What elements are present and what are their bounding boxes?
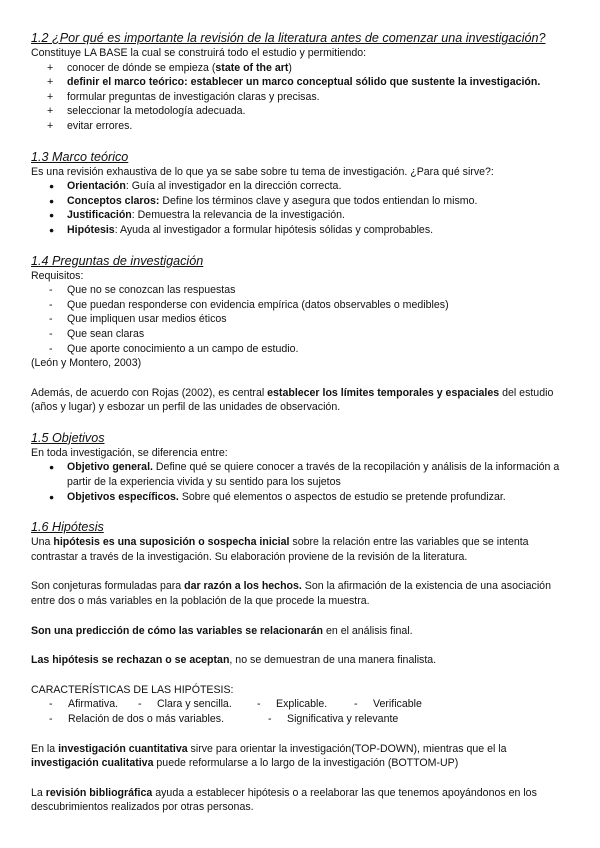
list-item: - Que impliquen usar medios éticos [31, 312, 566, 327]
characteristic: Clara y sencilla. [157, 698, 232, 711]
hypothesis-research-types: En la investigación cuantitativa sirve para orientar la investigación(TOP-DOWN), mientras que el la investigación cualitativa puede reformularse a lo largo de la investigación (BOTTOM-UP) [31, 742, 507, 770]
list-item: ● Objetivos específicos. Sobre qué elementos o aspectos de estudio se pretende profundizar. [31, 490, 566, 505]
characteristics-title: CARACTERÍSTICAS DE LAS HIPÓTESIS: [31, 683, 234, 696]
section-1-5-title: 1.5 Objetivos [31, 430, 105, 445]
hypothesis-definition: Una hipótesis es una suposición o sospecha inicial sobre la relación entre las variables que se intenta contrastar a través de la investigación. Su elaboración proviene de la revisión de la literatura. [31, 536, 529, 563]
citation: (León y Montero, 2003) [31, 357, 142, 370]
section-1-5-intro: En toda investigación, se diferencia entre: [31, 446, 228, 459]
hypothesis-conjectures: Son conjeturas formuladas para dar razón a los hechos. Son la afirmación de la existencia de una asociación entre dos o más variables en la población de la que procede la muestra. [31, 580, 551, 608]
section-1-4-list [31, 283, 566, 356]
hypothesis-bibliographic-review: La revisión bibliográfica ayuda a establecer hipótesis o a reelaborar las que tenemos apoyándonos en los descubrimientos realizados por otras personas. [31, 786, 537, 814]
characteristic: Afirmativa. [68, 698, 119, 711]
section-1-5-list [31, 460, 566, 504]
section-1-2-title: 1.2 ¿Por qué es importante la revisión de la literatura antes de comenzar una investigación? [31, 31, 546, 45]
list-item: ● Objetivo general. Define qué se quiere conocer a través de la recopilación y análisis de la información a partir de la experiencia vivida y su sentido para los sujetos [31, 460, 566, 489]
hypothesis-rejection: Las hipótesis se rechazan o se aceptan, no se demuestran de una manera finalista. [31, 654, 437, 667]
list-item: - Que puedan responderse con evidencia empírica (datos observables o medibles) [31, 298, 566, 313]
section-1-3-title: 1.3 Marco teórico [31, 149, 129, 164]
list-item: - Que no se conozcan las respuestas [31, 283, 566, 298]
list-item: + seleccionar la metodología adecuada. [31, 104, 566, 119]
section-1-6-title: 1.6 Hipótesis [31, 520, 104, 535]
list-item: + definir el marco teórico: establecer un marco conceptual sólido que sustente la investigación. [31, 75, 566, 90]
section-1-4-paragraph: Además, de acuerdo con Rojas (2002), es central establecer los límites temporales y espaciales del estudio (años y lugar) y esbozar un perfil de las unidades de observación. [31, 386, 554, 414]
characteristics-row-2: - Relación de dos o más variables. - Significativa y relevante [49, 713, 399, 725]
section-1-3-intro: Es una revisión exhaustiva de lo que ya se sabe sobre tu tema de investigación. ¿Para qué sirve?: [31, 165, 494, 178]
section-1-4-title: 1.4 Preguntas de investigación [31, 253, 204, 268]
characteristic: Significativa y relevante [287, 713, 399, 725]
list-item: ● Justificación: Demuestra la relevancia de la investigación. [31, 208, 566, 223]
section-1-2-list [31, 61, 566, 134]
characteristic: Relación de dos o más variables. [68, 713, 225, 725]
hypothesis-prediction: Son una predicción de cómo las variables se relacionarán en el análisis final. [31, 624, 413, 637]
section-1-4-intro: Requisitos: [31, 269, 84, 282]
list-item: ● Orientación: Guía al investigador en la dirección correcta. [31, 179, 566, 194]
characteristic: Verificable [373, 698, 422, 711]
section-1-3-list [31, 179, 566, 237]
characteristics-row-1: - Afirmativa. - Clara y sencilla. - Explicable. - Verificable [49, 698, 422, 711]
list-item: + conocer de dónde se empieza (state of the art) [31, 61, 566, 76]
list-item: ● Hipótesis: Ayuda al investigador a formular hipótesis sólidas y comprobables. [31, 223, 566, 238]
list-item: + formular preguntas de investigación claras y precisas. [31, 90, 566, 105]
list-item: - Que sean claras [31, 327, 566, 342]
section-1-2-intro: Constituye LA BASE la cual se construirá todo el estudio y permitiendo: [31, 47, 367, 59]
list-item: - Que aporte conocimiento a un campo de estudio. [31, 342, 566, 357]
list-item: ● Conceptos claros: Define los términos clave y asegura que todos entiendan lo mismo. [31, 194, 566, 209]
characteristic: Explicable. [276, 698, 328, 711]
list-item: + evitar errores. [31, 119, 566, 134]
